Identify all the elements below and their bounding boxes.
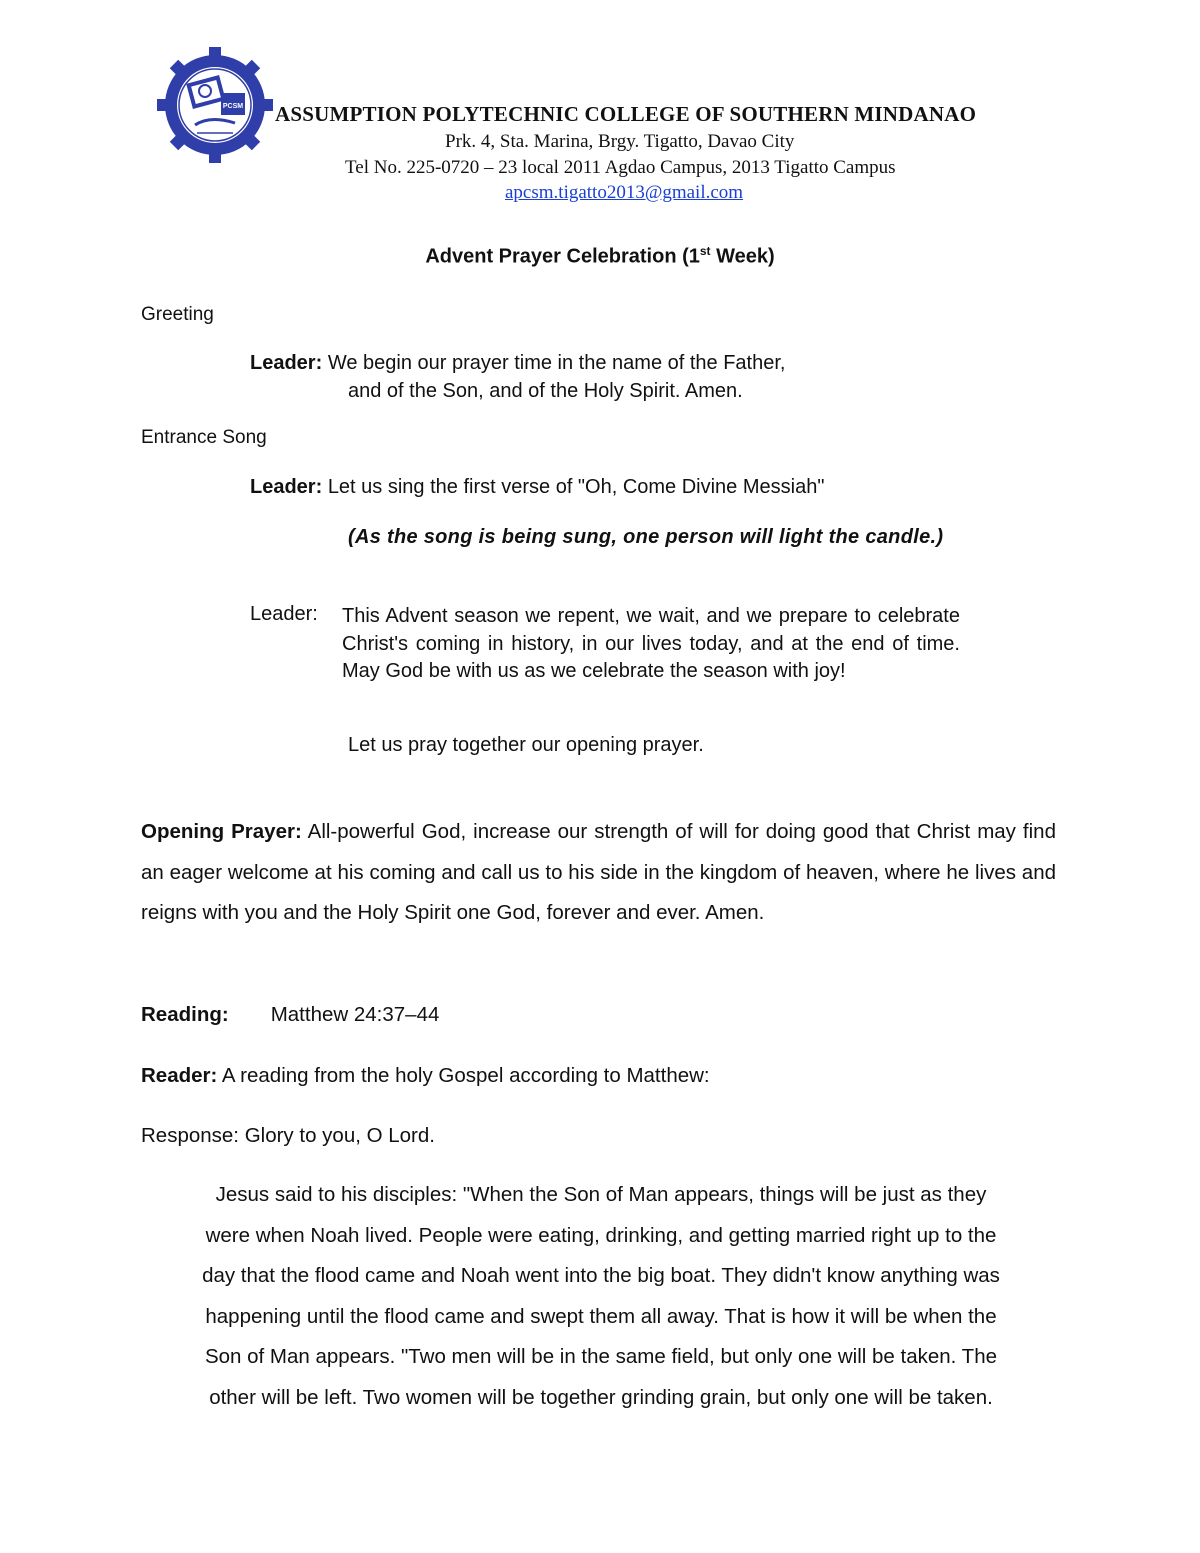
stage-direction-note: (As the song is being sung, one person will light the candle.) xyxy=(348,526,944,548)
reader-text: A reading from the holy Gospel according to Matthew: xyxy=(221,1064,710,1087)
greeting-leader-line xyxy=(250,352,785,375)
greeting-leader-line-2: and of the Son, and of the Holy Spirit. Amen. xyxy=(348,380,743,402)
reading-reference: Matthew 24:37–44 xyxy=(270,1003,440,1026)
advent-leader-invite: Let us pray together our opening prayer. xyxy=(348,734,704,756)
reader-line xyxy=(141,1064,710,1088)
song-leader-line xyxy=(250,476,824,499)
svg-text:PCSM: PCSM xyxy=(222,103,244,110)
opening-prayer-text: All-powerful God, increase our strength of will for doing good that Christ may find an eager welcome at his coming and call us to his side in the kingdom of heaven, where he lives and reigns with you and the Holy Spirit one God, forever and ever. Amen. xyxy=(141,820,1056,924)
opening-prayer xyxy=(141,812,1056,934)
letterhead xyxy=(150,40,980,220)
advent-leader-label: Leader: xyxy=(250,603,318,625)
reading-line xyxy=(141,1003,439,1027)
reading-label: Reading: xyxy=(141,1003,229,1026)
gospel-line: other will be left. Two women will be together grinding grain, but only one will be taken. xyxy=(209,1385,993,1409)
school-address: Prk. 4, Sta. Marina, Brgy. Tigatto, Davao City xyxy=(445,131,795,152)
advent-leader-text: This Advent season we repent, we wait, and we prepare to celebrate Christ's coming in history, in our lives today, and at the end of time. May God be with us as we celebrate the season with joy! xyxy=(342,605,960,682)
school-email-link[interactable]: apcsm.tigatto2013@gmail.com xyxy=(505,182,744,203)
gospel-line: day that the flood came and Noah went into the big boat. They didn't know anything was xyxy=(202,1264,1000,1288)
gospel-reading xyxy=(141,1175,1061,1419)
school-telephone: Tel No. 225-0720 – 23 local 2011 Agdao Campus, 2013 Tigatto Campus xyxy=(345,157,896,178)
school-name: ASSUMPTION POLYTECHNIC COLLEGE OF SOUTHERN MINDANAO xyxy=(275,102,977,126)
greeting-leader-text: We begin our prayer time in the name of the Father, xyxy=(327,352,786,374)
document-title xyxy=(0,244,1200,269)
opening-prayer-label: Opening Prayer: xyxy=(141,820,302,843)
gospel-line: happening until the flood came and swept them all away. That is how it will be when the xyxy=(205,1304,997,1328)
section-heading-greeting: Greeting xyxy=(141,304,214,325)
gospel-line: were when Noah lived. People were eating, drinking, and getting married right up to the xyxy=(205,1223,997,1247)
title-main: Advent Prayer Celebration (1 xyxy=(425,245,700,268)
section-heading-entrance-song: Entrance Song xyxy=(141,427,267,448)
gospel-line: Son of Man appears. "Two men will be in the same field, but only one will be taken. The xyxy=(204,1345,998,1369)
gospel-line: Jesus said to his disciples: "When the Son of Man appears, things will be just as they xyxy=(215,1183,987,1206)
title-superscript: st xyxy=(699,244,711,258)
college-seal-icon xyxy=(155,45,275,165)
reader-label: Reader: xyxy=(141,1064,218,1087)
leader-label: Leader: xyxy=(250,476,323,498)
title-rest: Week) xyxy=(710,245,775,268)
song-leader-text: Let us sing the first verse of "Oh, Come Divine Messiah" xyxy=(327,476,825,498)
response-line: Response: Glory to you, O Lord. xyxy=(141,1124,435,1147)
leader-label: Leader: xyxy=(250,352,323,374)
